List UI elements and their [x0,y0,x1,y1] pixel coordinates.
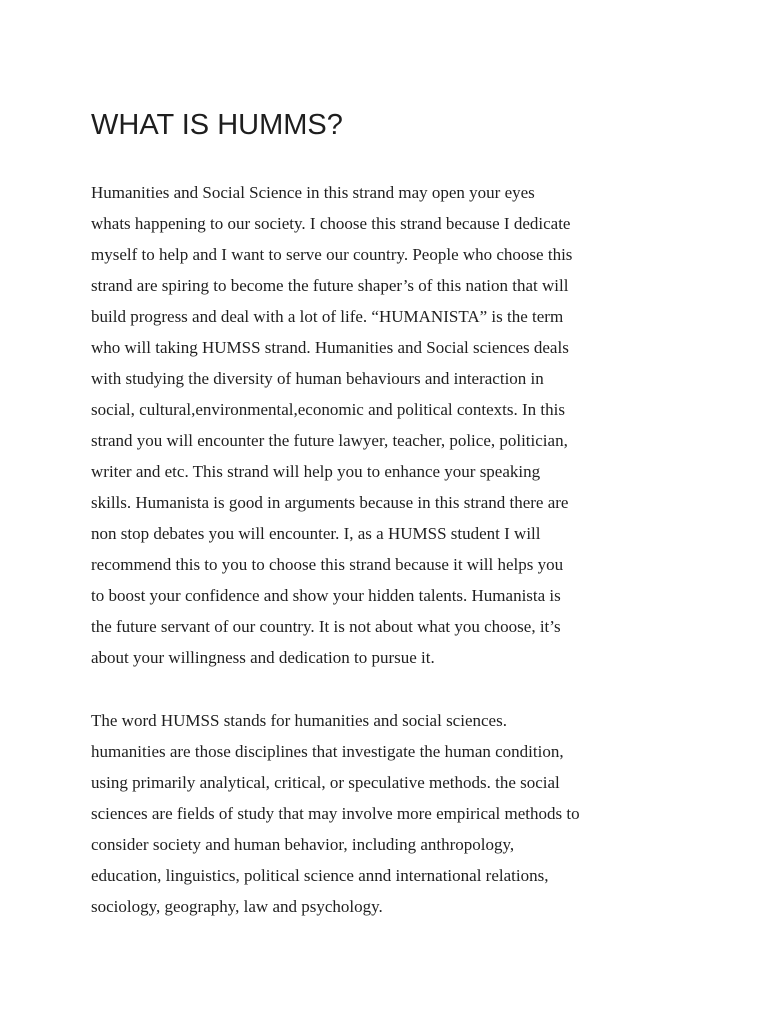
paragraph-line: whats happening to our society. I choose this strand because I dedicate [91,214,571,233]
paragraph-line: education, linguistics, political science annd international relations, [91,866,549,885]
paragraph-line: humanities are those disciplines that investigate the human condition, [91,742,564,761]
paragraph-line: The word HUMSS stands for humanities and social sciences. [91,711,507,730]
page-title: WHAT IS HUMMS? [91,109,343,141]
paragraph-line: sciences are fields of study that may involve more empirical methods to [91,804,580,823]
paragraph-1 [91,177,701,673]
paragraph-line: using primarily analytical, critical, or speculative methods. the social [91,773,560,792]
paragraph-line: recommend this to you to choose this strand because it will helps you [91,555,564,574]
paragraph-line: strand you will encounter the future lawyer, teacher, police, politician, [91,431,568,450]
paragraph-line: sociology, geography, law and psychology. [91,897,383,916]
paragraph-line: who will taking HUMSS strand. Humanities and Social sciences deals [91,338,569,357]
paragraph-line: writer and etc. This strand will help you to enhance your speaking [91,462,541,481]
paragraph-line: skills. Humanista is good in arguments because in this strand there are [91,493,569,512]
paragraph-line: myself to help and I want to serve our country. People who choose this [91,245,573,264]
paragraph-line: consider society and human behavior, including anthropology, [91,835,515,854]
paragraph-line: the future servant of our country. It is not about what you choose, it’s [91,617,561,636]
paragraph-line: build progress and deal with a lot of life. “HUMANISTA” is the term [91,307,564,326]
paragraph-line: social, cultural,environmental,economic and political contexts. In this [91,400,565,419]
paragraph-line: with studying the diversity of human behaviours and interaction in [91,369,544,388]
paragraph-line: Humanities and Social Science in this strand may open your eyes [91,183,535,202]
paragraph-line: strand are spiring to become the future shaper’s of this nation that will [91,276,569,295]
paragraph-2 [91,705,701,922]
paragraph-line: about your willingness and dedication to pursue it. [91,648,435,667]
paragraph-line: to boost your confidence and show your hidden talents. Humanista is [91,586,561,605]
paragraph-line: non stop debates you will encounter. I, as a HUMSS student I will [91,524,541,543]
